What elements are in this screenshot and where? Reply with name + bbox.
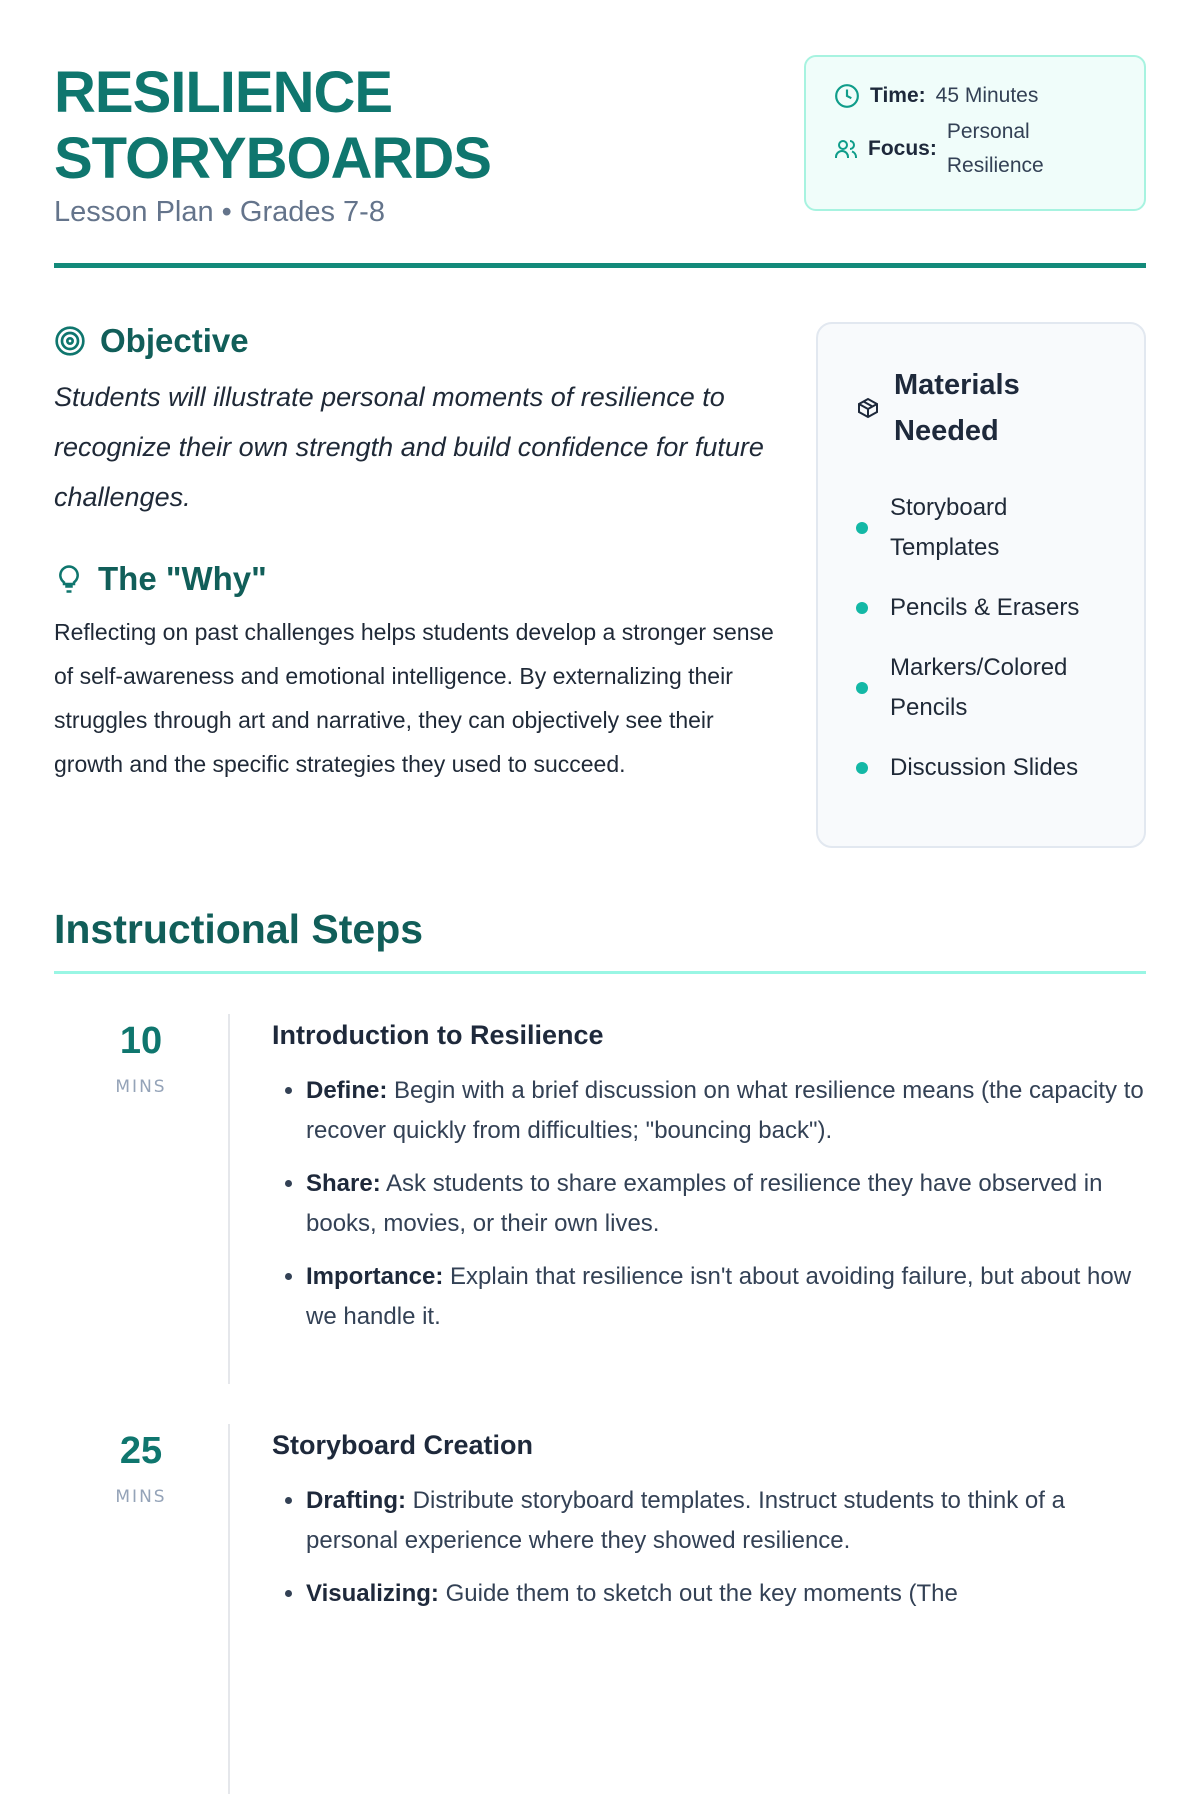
list-item xyxy=(306,1481,1146,1561)
list-item xyxy=(306,1164,1146,1244)
header xyxy=(54,60,1146,268)
step-unit: MINS xyxy=(115,1487,167,1507)
objective-text: Students will illustrate personal moments of resilience to recognize their own strength and build confidence for future challenges. xyxy=(54,382,764,512)
target-icon xyxy=(54,325,86,357)
bullet-label: Drafting: xyxy=(306,1487,406,1514)
bullet-dot xyxy=(856,682,868,694)
title-line: STORYBOARDS xyxy=(54,126,491,191)
bullet-text: Begin with a brief discussion on what resilience means (the capacity to recover quickly from difficulties; "bouncing back"). xyxy=(306,1077,1144,1144)
step-duration: 10 xyxy=(119,1020,163,1062)
list-item xyxy=(856,488,1116,568)
users-icon xyxy=(834,137,858,161)
list-item xyxy=(856,648,1116,728)
bullet-label: Share: xyxy=(306,1170,381,1197)
focus-label: Focus: xyxy=(868,137,937,160)
bullet-dot xyxy=(856,522,868,534)
list-item xyxy=(306,1071,1146,1151)
bullet-dot xyxy=(856,602,868,614)
list-item xyxy=(306,1257,1146,1337)
why-text: Reflecting on past challenges helps students develop a stronger sense of self-awareness and emotional intelligence. By externalizing their struggles through art and narrative, they can objectively see their growth and the specific strategies they used to succeed. xyxy=(54,619,774,777)
bullet-label: Visualizing: xyxy=(306,1580,439,1607)
material-label: Storyboard Templates xyxy=(890,494,1008,561)
step xyxy=(54,1014,1146,1384)
bullet-text: Distribute storyboard templates. Instruct students to think of a personal experience where they showed resilience. xyxy=(306,1487,1065,1554)
step-unit: MINS xyxy=(115,1077,167,1097)
step-title: Storyboard Creation xyxy=(272,1430,534,1460)
objective-heading-text: Objective xyxy=(100,322,249,359)
objective-heading xyxy=(54,322,774,360)
material-label: Pencils & Erasers xyxy=(890,594,1080,621)
title-line: RESILIENCE xyxy=(54,60,393,125)
materials-card xyxy=(816,322,1146,848)
materials-heading xyxy=(856,362,1116,454)
material-label: Discussion Slides xyxy=(890,754,1079,781)
time-value: 45 Minutes xyxy=(935,84,1039,107)
bullet-label: Define: xyxy=(306,1077,388,1104)
materials-heading-text: Materials Needed xyxy=(894,369,1020,447)
material-label: Markers/Colored Pencils xyxy=(890,654,1068,721)
lesson-info-box xyxy=(804,55,1146,211)
bullet-label: Importance: xyxy=(306,1263,444,1290)
list-item xyxy=(306,1574,1146,1614)
package-icon xyxy=(856,396,880,420)
clock-icon xyxy=(834,83,860,109)
why-heading-text: The "Why" xyxy=(98,560,267,597)
steps-heading: Instructional Steps xyxy=(54,906,1146,974)
list-item xyxy=(856,748,1116,788)
bullet-text: Ask students to share examples of resilience they have observed in books, movies, or their own lives. xyxy=(306,1170,1103,1237)
time-label: Time: xyxy=(870,84,926,107)
bullet-text: Explain that resilience isn't about avoiding failure, but about how we handle it. xyxy=(306,1263,1132,1330)
lightbulb-icon xyxy=(54,563,84,595)
why-heading xyxy=(54,560,774,598)
page-title xyxy=(54,60,491,192)
step-title: Introduction to Resilience xyxy=(272,1020,604,1050)
focus-value: Personal Resilience xyxy=(946,120,1044,177)
bullet-text: Guide them to sketch out the key moments (The xyxy=(438,1580,958,1607)
bullet-dot xyxy=(856,762,868,774)
list-item xyxy=(856,588,1116,628)
step xyxy=(54,1424,1146,1794)
subtitle: Lesson Plan • Grades 7-8 xyxy=(54,196,385,228)
step-duration: 25 xyxy=(119,1430,163,1472)
